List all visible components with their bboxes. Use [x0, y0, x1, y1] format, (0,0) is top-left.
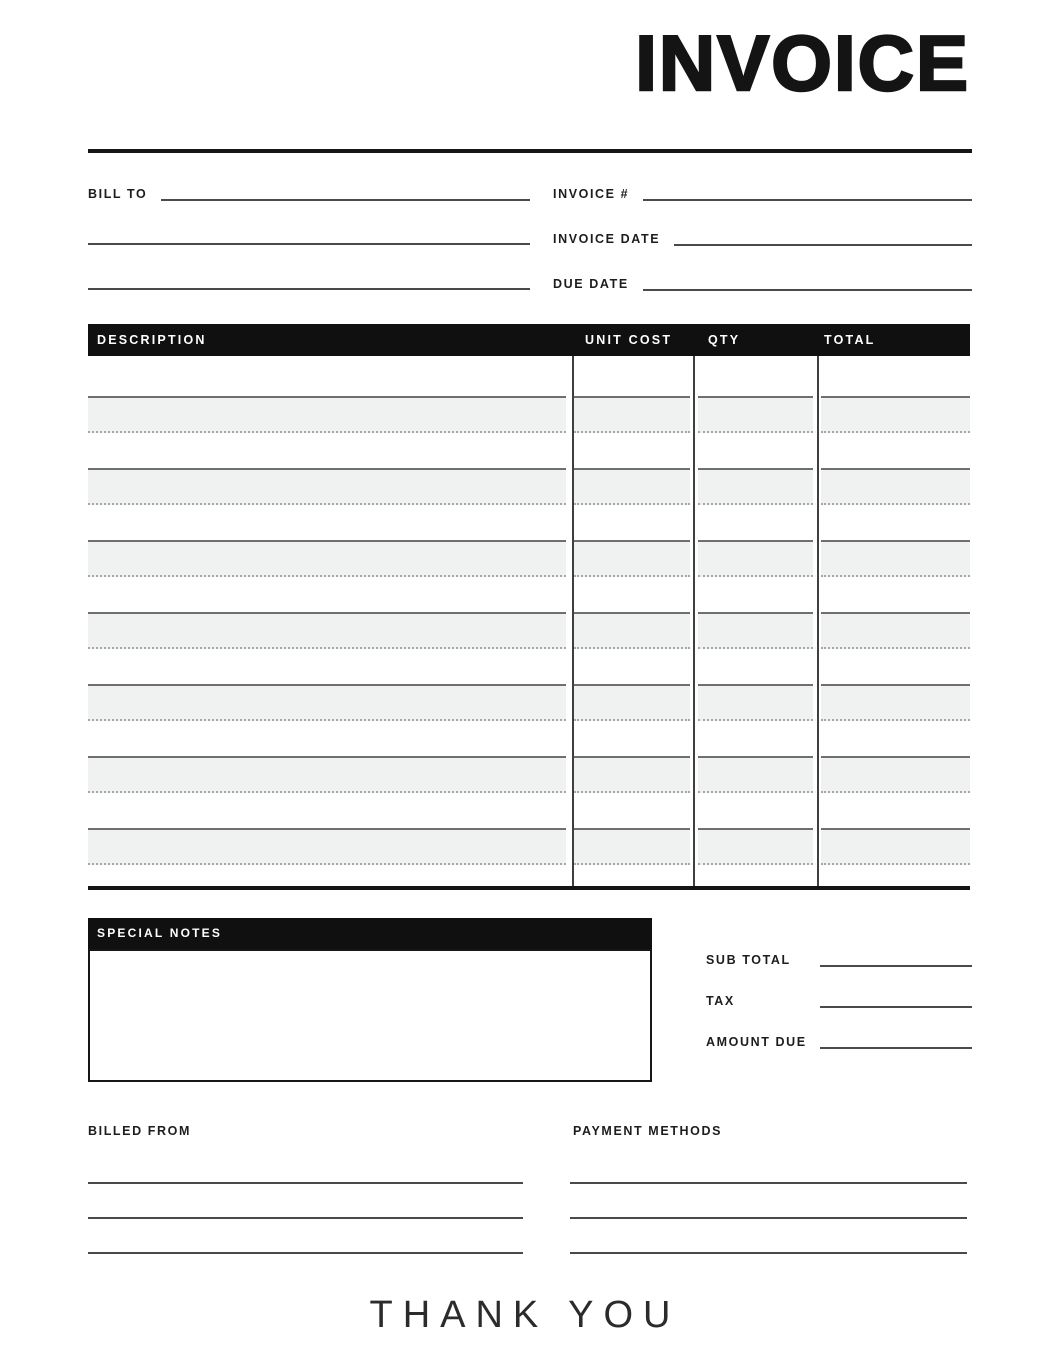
table-cell-description: [88, 828, 566, 865]
table-cell-qty: [698, 396, 813, 433]
table-cell-unit_cost: [574, 540, 690, 577]
table-row: [88, 540, 970, 577]
bill-to-row: [88, 184, 530, 201]
table-cell-description: [88, 756, 566, 793]
billed-from-line-2: [88, 1217, 523, 1219]
bill-to-line-1: [161, 198, 530, 201]
table-cell-total: [821, 684, 970, 721]
table-cell-unit_cost: [574, 468, 690, 505]
invoice-date-row: [553, 229, 972, 246]
table-cell-description: [88, 396, 566, 433]
table-row: [88, 684, 970, 721]
table-cell-total: [821, 756, 970, 793]
column-header-description: DESCRIPTION: [97, 333, 207, 347]
table-row: [88, 612, 970, 649]
column-header-unit-cost: UNIT COST: [585, 333, 673, 347]
table-cell-qty: [698, 612, 813, 649]
invoice-number-row: [553, 184, 972, 201]
table-row: [88, 468, 970, 505]
table-cell-qty: [698, 828, 813, 865]
table-row: [88, 828, 970, 865]
table-cell-description: [88, 684, 566, 721]
table-cell-total: [821, 540, 970, 577]
column-header-qty: QTY: [708, 333, 741, 347]
table-cell-unit_cost: [574, 612, 690, 649]
payment-methods-label: PAYMENT METHODS: [573, 1124, 723, 1138]
table-cell-unit_cost: [574, 684, 690, 721]
invoice-number-line: [643, 198, 972, 201]
sub-total-row: [706, 950, 972, 967]
tax-line: [820, 1005, 972, 1008]
bill-to-line-2: [88, 243, 530, 245]
invoice-date-line: [674, 243, 972, 246]
table-cell-total: [821, 468, 970, 505]
bill-to-label: BILL TO: [88, 186, 148, 201]
table-cell-unit_cost: [574, 756, 690, 793]
special-notes-box: [88, 949, 652, 1082]
billed-from-line-3: [88, 1252, 523, 1254]
table-cell-total: [821, 612, 970, 649]
payment-methods-line-3: [570, 1252, 967, 1254]
invoice-number-label: INVOICE #: [553, 186, 630, 201]
table-header: [88, 324, 970, 356]
table-cell-description: [88, 612, 566, 649]
payment-methods-line-1: [570, 1182, 967, 1184]
due-date-line: [643, 288, 972, 291]
table-cell-qty: [698, 684, 813, 721]
table-cell-description: [88, 540, 566, 577]
table-cell-qty: [698, 756, 813, 793]
table-cell-description: [88, 468, 566, 505]
page-title: INVOICE: [635, 19, 970, 107]
tax-label: TAX: [706, 993, 735, 1008]
table-bottom-rule: [88, 886, 970, 890]
amount-due-row: [706, 1032, 972, 1049]
invoice-date-label: INVOICE DATE: [553, 231, 661, 246]
special-notes-header: SPECIAL NOTES: [88, 918, 652, 949]
table-cell-qty: [698, 468, 813, 505]
billed-from-label: BILLED FROM: [88, 1124, 192, 1138]
table-body: [88, 356, 970, 890]
table-cell-unit_cost: [574, 396, 690, 433]
table-cell-unit_cost: [574, 828, 690, 865]
thank-you-text: THANK YOU: [369, 1294, 681, 1336]
billed-from-line-1: [88, 1182, 523, 1184]
amount-due-line: [820, 1046, 972, 1049]
tax-row: [706, 991, 972, 1008]
amount-due-label: AMOUNT DUE: [706, 1034, 807, 1049]
sub-total-label: SUB TOTAL: [706, 952, 791, 967]
due-date-label: DUE DATE: [553, 276, 629, 291]
table-cell-qty: [698, 540, 813, 577]
table-row: [88, 756, 970, 793]
due-date-row: [553, 274, 972, 291]
table-cell-total: [821, 828, 970, 865]
bill-to-line-3: [88, 288, 530, 290]
table-row: [88, 396, 970, 433]
sub-total-line: [820, 964, 972, 967]
payment-methods-line-2: [570, 1217, 967, 1219]
table-cell-total: [821, 396, 970, 433]
top-divider: [88, 149, 972, 153]
column-header-total: TOTAL: [824, 333, 876, 347]
